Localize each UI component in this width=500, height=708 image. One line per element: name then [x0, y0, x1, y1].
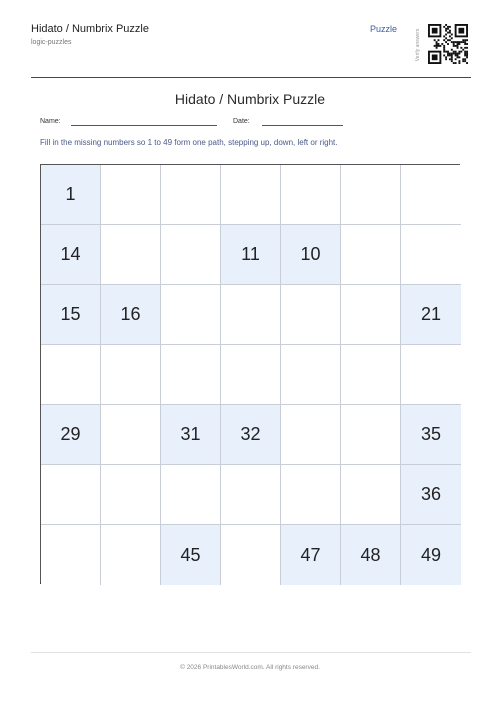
empty-cell[interactable] — [401, 225, 461, 285]
given-number-cell: 21 — [401, 285, 461, 345]
empty-cell[interactable] — [401, 345, 461, 405]
date-label: Date: — [233, 118, 250, 125]
empty-cell[interactable] — [281, 345, 341, 405]
given-number-cell: 14 — [41, 225, 101, 285]
empty-cell[interactable] — [221, 525, 281, 585]
given-number-cell: 45 — [161, 525, 221, 585]
puzzle-grid — [40, 164, 460, 584]
given-number-cell: 10 — [281, 225, 341, 285]
verify-answers-label — [412, 20, 424, 70]
empty-cell[interactable] — [281, 405, 341, 465]
empty-cell[interactable] — [41, 465, 101, 525]
empty-cell[interactable] — [161, 165, 221, 225]
empty-cell[interactable] — [221, 465, 281, 525]
date-field[interactable] — [262, 125, 343, 126]
empty-cell[interactable] — [101, 165, 161, 225]
given-number-cell: 35 — [401, 405, 461, 465]
footer-divider — [31, 652, 471, 653]
empty-cell[interactable] — [41, 525, 101, 585]
page-title: Hidato / Numbrix Puzzle — [174, 91, 326, 107]
given-number-cell: 36 — [401, 465, 461, 525]
empty-cell[interactable] — [221, 285, 281, 345]
given-number-cell: 11 — [221, 225, 281, 285]
empty-cell[interactable] — [341, 465, 401, 525]
empty-cell[interactable] — [341, 405, 401, 465]
empty-cell[interactable] — [281, 285, 341, 345]
footer-copyright: © 2026 PrintablesWorld.com. All rights reserved. — [180, 664, 320, 671]
empty-cell[interactable] — [101, 525, 161, 585]
name-label: Name: — [40, 118, 61, 125]
given-number-cell: 29 — [41, 405, 101, 465]
empty-cell[interactable] — [281, 465, 341, 525]
verify-answers-text: Verify answers — [415, 28, 421, 62]
puzzle-link[interactable]: Puzzle — [370, 24, 398, 34]
empty-cell[interactable] — [341, 285, 401, 345]
empty-cell[interactable] — [101, 225, 161, 285]
empty-cell[interactable] — [341, 165, 401, 225]
empty-cell[interactable] — [101, 405, 161, 465]
empty-cell[interactable] — [401, 165, 461, 225]
empty-cell[interactable] — [221, 165, 281, 225]
given-number-cell: 49 — [401, 525, 461, 585]
empty-cell[interactable] — [161, 465, 221, 525]
empty-cell[interactable] — [221, 345, 281, 405]
empty-cell[interactable] — [161, 225, 221, 285]
empty-cell[interactable] — [281, 165, 341, 225]
empty-cell[interactable] — [341, 345, 401, 405]
header-subtitle: logic-puzzles — [31, 39, 72, 46]
empty-cell[interactable] — [101, 465, 161, 525]
given-number-cell: 48 — [341, 525, 401, 585]
qr-code-icon[interactable] — [428, 17, 468, 71]
given-number-cell: 15 — [41, 285, 101, 345]
name-field[interactable] — [71, 125, 217, 126]
given-number-cell: 31 — [161, 405, 221, 465]
empty-cell[interactable] — [101, 345, 161, 405]
empty-cell[interactable] — [341, 225, 401, 285]
given-number-cell: 47 — [281, 525, 341, 585]
instructions: Fill in the missing numbers so 1 to 49 form one path, stepping up, down, left or right. — [40, 138, 338, 147]
given-number-cell: 1 — [41, 165, 101, 225]
empty-cell[interactable] — [41, 345, 101, 405]
header-divider — [31, 77, 471, 78]
header-title: Hidato / Numbrix Puzzle — [31, 23, 149, 35]
empty-cell[interactable] — [161, 345, 221, 405]
empty-cell[interactable] — [161, 285, 221, 345]
given-number-cell: 16 — [101, 285, 161, 345]
given-number-cell: 32 — [221, 405, 281, 465]
